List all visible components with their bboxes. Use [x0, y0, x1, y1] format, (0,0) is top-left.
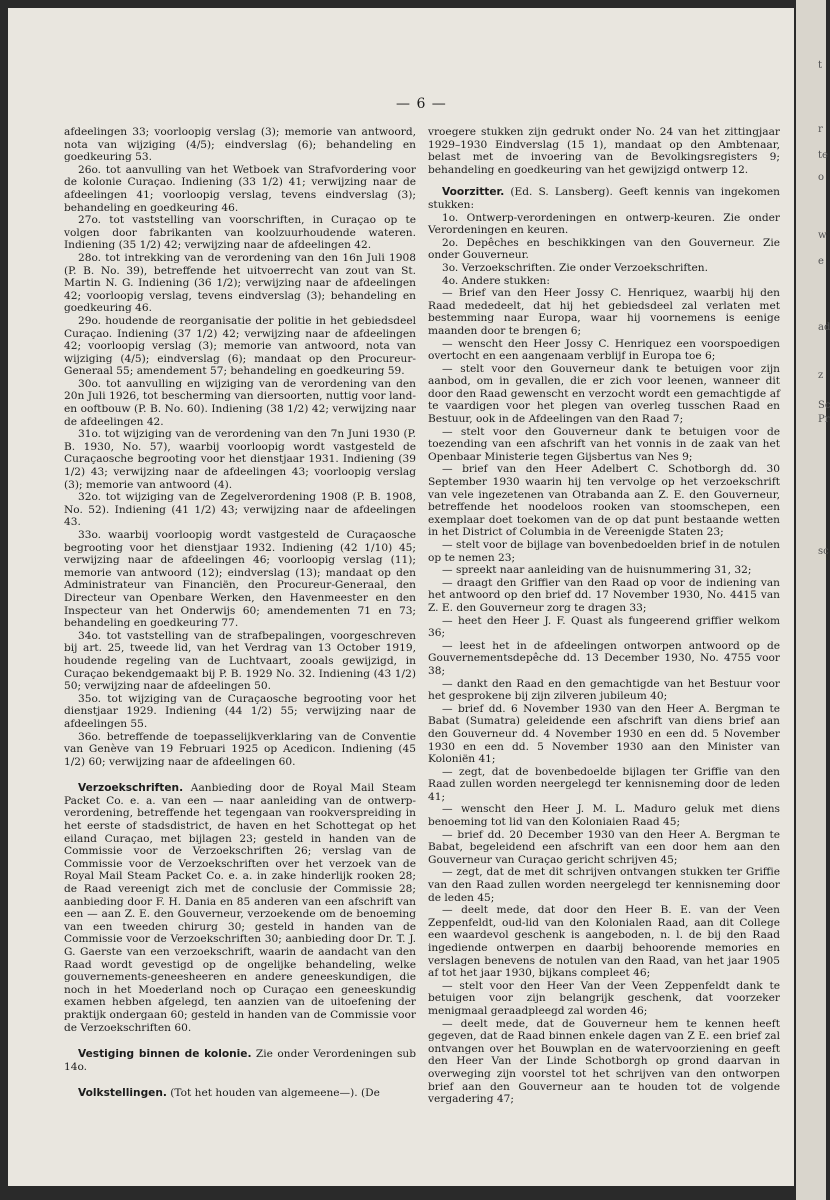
paragraph: — wenscht den Heer J. M. L. Maduro geluk met diens benoeming tot lid van den Koloniaien Raad 45;: [428, 803, 780, 829]
paragraph: 26o. tot aanvulling van het Wetboek van Strafvordering voor de kolonie Curaçao. Indiening (33 1/2) 41; verwijzing naar de afdeelingen 41; voorloopig verslag, tevens eindverslag (3); behandeling en goedkeuring 46.: [64, 163, 416, 214]
paragraph: 31o. tot wijziging van de verordening van den 7n Juni 1930 (P. B. 1930, No. 57), waarbij voorloopig wordt vastgesteld de Curaçaosche begrooting voor het dienstjaar 1931. Indiening (39 1/2) 43; verwijzing naar de afdeelingen 43; voorloopig verslag (3); memorie van antwoord (4).: [64, 428, 416, 491]
paragraph: 1o. Ontwerp-verordeningen en ontwerp-keuren. Zie onder Verordeningen en keuren.: [428, 211, 780, 237]
section-text: (Tot het houden van algemeene—). (De: [166, 1087, 380, 1100]
paragraph: — deelt mede, dat door den Heer B. E. van der Veen Zeppenfeldt, oud-lid van den Kolonialen Raad, aan dit College een waardevol geschenk is aangeboden, n. l. de bij den Raad ingediende ontwerpen en daarbij behoorende memories en verslagen benevens de notulen van den Raad, van het jaar 1905 af tot het jaar 1930, bijkans compleet 46;: [428, 904, 780, 980]
paragraph: 2o. Depêches en beschikkingen van den Gouverneur. Zie onder Gouverneur.: [428, 236, 780, 262]
section-text: Zie onder Verordeningen sub 14o.: [64, 1048, 416, 1073]
right-column: [428, 126, 780, 1106]
section-voorzitter: [428, 186, 780, 211]
adjacent-page-strip: [796, 0, 830, 1200]
paragraph: — deelt mede, dat de Gouverneur hem te kennen heeft gegeven, dat de Raad binnen enkele dagen van Z E. een brief zal ontvangen over het Bouwplan en de watervoorziening en geeft den Heer Van der Linde Schotborgh op grond daarvan in overweging zijn voorstel tot het schrijven van den ontworpen brief aan den Gouverneur aan te houden tot de volgende vergadering 47;: [428, 1017, 780, 1106]
paragraph: — heet den Heer J. F. Quast als fungeerend griffier welkom 36;: [428, 614, 780, 640]
paragraph: — stelt voor den Gouverneur dank te betuigen voor zijn aanbod, om in gevallen, die er zich voor leenen, wanneer dit door den Raad gewenscht en verzocht wordt een gemachtigde af te vaardigen voor het plegen van overleg tusschen Raad en Bestuur, ook in de Afdeelingen van den Raad 7;: [428, 362, 780, 426]
section-verzoekschriften: [64, 782, 416, 1034]
left-column: [64, 126, 416, 1100]
paragraph: afdeelingen 33; voorloopig verslag (3); memorie van antwoord, nota van wijziging (4/5); eindverslag (6); behandeling en goedkeuring 53.: [64, 126, 416, 164]
paragraph: — stelt voor den Gouverneur dank te betuigen voor de toezending van een afschrift van het vonnis in de zaak van het Openbaar Ministerie tegen Gijsbertus van Nes 9;: [428, 425, 780, 463]
strip-text: w: [818, 230, 827, 241]
paragraph: — brief dd. 20 December 1930 van den Heer A. Bergman te Babat, begeleidend een afschrift van een door hem aan den Gouverneur van Curaçao gericht schrijven 45;: [428, 828, 780, 866]
paragraph: — zegt, dat de bovenbedoelde bijlagen ter Griffie van den Raad zullen worden neergelegd ter kennisneming door de leden 41;: [428, 765, 780, 803]
paragraph: — Brief van den Heer Jossy C. Henriquez, waarbij hij den Raad mededeelt, dat hij het gebiedsdeel zal verlaten met bestemming naar Europa, waar hij voornemens is eenige maanden door te brengen 6;: [428, 287, 780, 337]
paragraph: — brief van den Heer Adelbert C. Schotborgh dd. 30 September 1930 waarin hij ten vervolge op het verzoekschrift van vele ingezetenen van Otrabanda aan Z. E. den Gouverneur, betreffende het noodeloos rooken van stoomschepen, een exemplaar doet toekomen van de op dat punt bestaande wetten in het District of Columbia in de Vereenigde Staten 23;: [428, 463, 780, 539]
strip-text: Pr: [818, 414, 830, 425]
strip-text: t: [818, 60, 823, 71]
paragraph: 29o. houdende de reorganisatie der politie in het gebiedsdeel Curaçao. Indiening (37 1/2) 42; verwijzing naar de afdeelingen 42; voorloopig verslag (3); memorie van antwoord, nota van wijziging (4/5); eindverslag (6); mandaat op den Procureur-Generaal 55; amendement 57; behandeling en goedkeuring 59.: [64, 314, 416, 378]
paragraph: — leest het in de afdeelingen ontworpen antwoord op de Gouvernementsdepêche dd. 13 December 1930, No. 4755 voor 38;: [428, 639, 780, 677]
section-text: (Ed. S. Lansberg). Geeft kennis van ingekomen stukken:: [428, 186, 780, 211]
paragraph: 35o. tot wijziging van de Curaçaosche begrooting voor het dienstjaar 1929. Indiening (44 1/2) 55; verwijzing naar de afdeelingen 55.: [64, 692, 416, 730]
strip-text: Sc: [818, 400, 830, 411]
paragraph: — draagt den Griffier van den Raad op voor de indiening van het antwoord op den brief dd. 17 November 1930, No. 4415 van Z. E. den Gouverneur zorg te dragen 33;: [428, 576, 780, 614]
strip-text: o: [818, 172, 825, 183]
paragraph: 4o. Andere stukken:: [442, 274, 550, 287]
section-heading: Vestiging binnen de kolonie.: [78, 1048, 252, 1061]
section-heading: Voorzitter.: [442, 186, 505, 199]
paragraph: 3o. Verzoekschriften. Zie onder Verzoekschriften.: [442, 261, 708, 274]
paragraph: 32o. tot wijziging van de Zegelverordening 1908 (P. B. 1908, No. 52). Indiening (41 1/2) 43; verwijzing naar de afdeelingen 43.: [64, 491, 416, 529]
paragraph: — stelt voor de bijlage van bovenbedoelden brief in de notulen op te nemen 23;: [428, 539, 780, 564]
page-number: — 6 —: [396, 96, 447, 112]
paragraph: — stelt voor den Heer Van der Veen Zeppenfeldt dank te betuigen voor zijn belangrijk geschenk, dat voorzeker menigmaal geraadpleegd zal worden 46;: [428, 979, 780, 1017]
document-page: [8, 8, 794, 1186]
strip-text: r: [818, 124, 823, 135]
paragraph: — wenscht den Heer Jossy C. Henriquez een voorspoedigen overtocht en een aangenaam verblijf in Europa toe 6;: [428, 337, 780, 363]
paragraph: — spreekt naar aanleiding van de huisnummering 31, 32;: [442, 564, 752, 577]
strip-text: te: [818, 150, 828, 161]
paragraph: 27o. tot vaststelling van voorschriften, in Curaçao op te volgen door fabrikanten van koolzuurhoudende wateren. Indiening (35 1/2) 42; verwijzing naar de afdeelingen 42.: [64, 214, 416, 252]
strip-text: ad: [818, 322, 830, 333]
section-text: Aanbieding door de Royal Mail Steam Packet Co. e. a. van een — naar aanleiding van de ontwerp-verordening, betreffende het tegengaan van rookverspreiding in het eerste of stadsdistrict, de haven en het Schottegat op het eiland Curaçao, met bijlagen 23; gesteld in handen van de Commissie voor de Verzoekschriften 26; verslag van de Commissie voor de Verzoekschriften over het verzoek van de Royal Mail Steam Packet Co. e. a. in zake hinderlijk rooken 28; de Raad vereenigt zich met de conclusie der Commissie 28; aanbieding door F. H. Dania en 85 anderen van een afschrift van een — aan Z. E. den Gouverneur, verzoekende om de benoeming van een tweeden chirurg 30; gesteld in handen van de Commissie voor de Verzoekschriften 30; aanbieding door Dr. T. J. G. Gaerste van een verzoekschrift, waarin de aandacht van den Raad wordt gevestigd op de ongelijke behandeling, welke gouvernements-geneesheeren en andere geneeskundigen, die noch in het Moederland noch op Curaçao een geneeskundig examen hebben afgelegd, ten aanzien van de uitoefening der praktijk ondergaan 60; gesteld in handen van de Commissie voor de Verzoekschriften 60.: [64, 782, 416, 1034]
paragraph: 30o. tot aanvulling en wijziging van de verordening van den 20n Juli 1926, tot bescherming van diersoorten, nuttig voor land- en ooftbouw (P. B. No. 60). Indiening (38 1/2) 42; verwijzing naar de afdeelingen 42.: [64, 377, 416, 428]
paragraph: 36o. betreffende de toepasselijkverklaring van de Conventie van Genève van 19 Februari 1925 op Acedicon. Indiening (45 1/2) 60; verwijzing naar de afdeelingen 60.: [64, 730, 416, 768]
paragraph: — zegt, dat de met dit schrijven ontvangen stukken ter Griffie van den Raad zullen worden neergelegd ter kennisneming door de leden 45;: [428, 866, 780, 904]
paragraph: vroegere stukken zijn gedrukt onder No. 24 van het zittingjaar 1929–1930 Eindverslag (15 1), mandaat op den Ambtenaar, belast met de invoering van de Bevolkingsregisters 9; behandeling en goedkeuring van het gewijzigd ontwerp 12.: [428, 126, 780, 176]
section-heading: Verzoekschriften.: [78, 782, 184, 795]
paragraph: 28o. tot intrekking van de verordening van den 16n Juli 1908 (P. B. No. 39), betreffende het uitvoerrecht van zout van St. Martin N. G. Indiening (36 1/2); verwijzing naar de afdeelingen 42; voorloopig verslag, tevens eindverslag (3); behandeling en goedkeuring 46.: [64, 251, 416, 315]
section-vestiging: [64, 1048, 416, 1073]
strip-text: sc: [818, 546, 829, 557]
strip-text: e: [818, 256, 824, 267]
paragraph: — brief dd. 6 November 1930 van den Heer A. Bergman te Babat (Sumatra) geleidende een afschrift van diens brief aan den Gouverneur dd. 4 November 1930 en een dd. 5 November 1930 en een dd. 5 November 1930 aan den Minister van Koloniën 41;: [428, 702, 780, 766]
paragraph: — dankt den Raad en den gemachtigde van het Bestuur voor het gesprokene bij zijn zilveren jubileum 40;: [428, 677, 780, 703]
paragraph: 33o. waarbij voorloopig wordt vastgesteld de Curaçaosche begrooting voor het dienstjaar 1932. Indiening (42 1/10) 45; verwijzing naar de afdeelingen 46; voorloopig verslag (11); memorie van antwoord (12); eindverslag (13); mandaat op den Administrateur van Financiën, den Procureur-Generaal, den Directeur van Openbare Werken, den Havenmeester en den Inspecteur van het Onderwijs 60; amendementen 71 en 73; behandeling en goedkeuring 77.: [64, 529, 416, 630]
section-volkstellingen: [64, 1087, 416, 1100]
paragraph: 34o. tot vaststelling van de strafbepalingen, voorgeschreven bij art. 25, tweede lid, van het Verdrag van 13 October 1919, houdende regeling van de Luchtvaart, zooals gewijzigd, in Curaçao bekendgemaakt bij P. B. 1929 No. 32. Indiening (43 1/2) 50; verwijzing naar de afdeelingen 50.: [64, 629, 416, 693]
section-heading: Volkstellingen.: [78, 1087, 167, 1100]
strip-text: z: [818, 370, 824, 381]
